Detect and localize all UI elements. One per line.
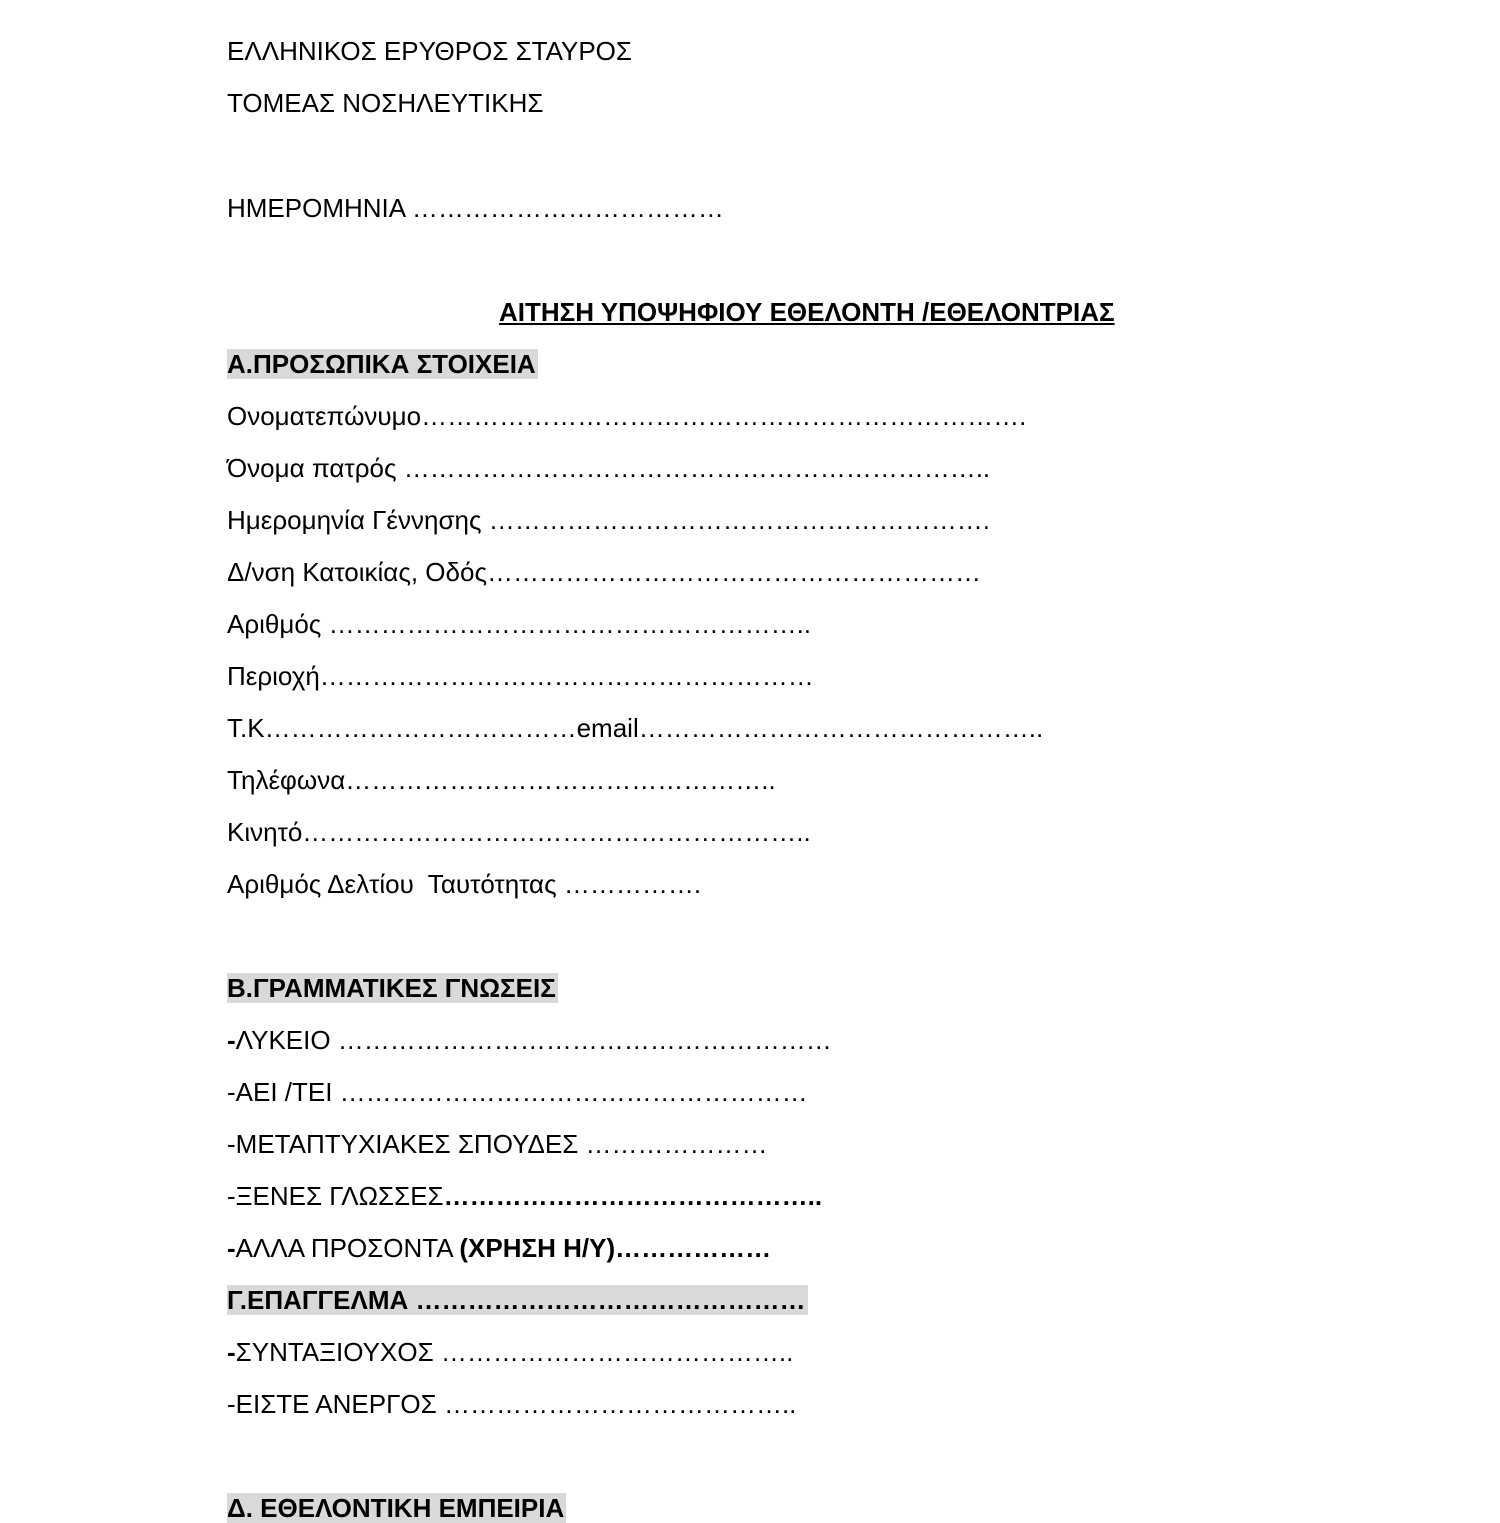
retired-label: ΣΥΝΤΑΞΙΟΥΧΟΣ ………………………………….. [235,1337,794,1367]
postal-code-email-field: Τ.Κ………………………………email……………………………………….. [227,713,1044,743]
retired-dash: - [227,1337,236,1367]
address-number-field: Αριθμός ……………………………………………….. [227,609,812,639]
father-name-field: Όνομα πατρός ………………………………………………………….. [227,453,991,483]
unemployed-field: -ΕΙΣΤΕ ΑΝΕΡΓΟΣ ………………………………….. [227,1389,797,1419]
department-name: ΤΟΜΕΑΣ ΝΟΣΗΛΕΥΤΙΚΗΣ [227,88,544,118]
other-qualifications-dash: - [227,1233,236,1263]
date-field: ΗΜΕΡΟΜΗΝΙΑ ……………………………… [227,193,724,223]
postgraduate-field: -ΜΕΤΑΠΤΥΧΙΑΚΕΣ ΣΠΟΥΔΕΣ ………………… [227,1129,768,1159]
foreign-languages-dots: …………………………………….. [443,1181,823,1211]
other-qualifications-field [227,1233,771,1263]
section-a-heading: Α.ΠΡΟΣΩΠΙΚΑ ΣΤΟΙΧΕΙΑ [227,349,536,379]
mobile-field: Κινητό………………………………………………….. [227,817,811,847]
section-b-heading: Β.ΓΡΑΜΜΑΤΙΚΕΣ ΓΝΩΣΕΙΣ [227,973,556,1003]
area-field: Περιοχή………………………………………………… [227,661,814,691]
foreign-languages-label: -ΞΕΝΕΣ ΓΛΩΣΣΕΣ [227,1181,444,1211]
computer-use-label: (ΧΡΗΣΗ Η/Υ)……………… [459,1233,772,1263]
other-qualifications-label: ΑΛΛΑ ΠΡΟΣΟΝΤΑ [235,1233,460,1263]
birth-date-field: Ημερομηνία Γέννησης …………………………………………………. [227,505,990,535]
id-card-number-field: Αριθμός Δελτίου Ταυτότητας ……………. [227,869,702,899]
section-d-heading: Δ. ΕΘΕΛΟΝΤΙΚΗ ΕΜΠΕΙΡΙΑ [227,1493,565,1523]
lyceum-field [227,1025,832,1055]
section-c-heading: Γ.ΕΠΑΓΓΕΛΜΑ ……………………………………… [227,1285,806,1315]
lyceum-dash: - [227,1025,236,1055]
full-name-field: Ονοματεπώνυμο……………………………………………………………. [227,401,1027,431]
form-title: ΑΙΤΗΣΗ ΥΠΟΨΗΦΙΟΥ ΕΘΕΛΟΝΤΗ /ΕΘΕΛΟΝΤΡΙΑΣ [499,297,1115,327]
address-street-field: Δ/νση Κατοικίας, Οδός………………………………………………… [227,557,981,587]
university-field: -ΑΕΙ /ΤΕΙ ……………………………………………… [227,1077,808,1107]
organization-name: ΕΛΛΗΝΙΚΟΣ ΕΡΥΘΡΟΣ ΣΤΑΥΡΟΣ [227,36,632,66]
retired-field [227,1337,793,1367]
foreign-languages-field [227,1181,822,1211]
lyceum-label: ΛΥΚΕΙΟ ………………………………………………… [235,1025,832,1055]
phones-field: Τηλέφωνα………………………………………….. [227,765,776,795]
